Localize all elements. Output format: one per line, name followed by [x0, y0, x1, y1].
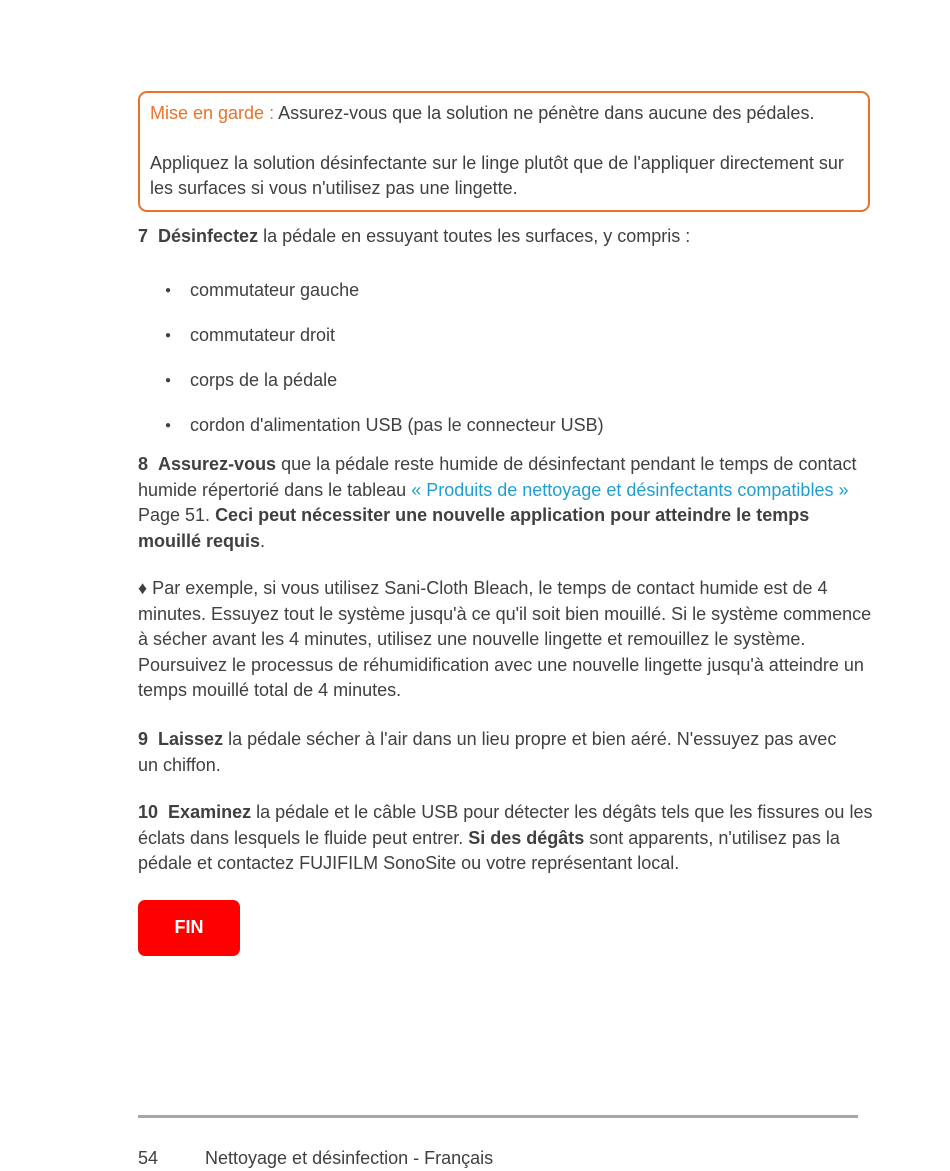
- step-10-text-2: sont apparents, n'utilisez pas la pédale et contactez FUJIFILM SonoSite ou votre représentant local.: [138, 827, 840, 873]
- step-8-text-1: que la pédale reste humide de désinfectant pendant le temps de contact humide répertorié dans le tableau: [138, 454, 857, 500]
- step-8-text-2: Page 51.: [138, 505, 216, 525]
- list-item-text: commutateur gauche: [190, 280, 360, 300]
- step-7-number: 7: [138, 226, 149, 246]
- caution-label: Mise en garde :: [150, 103, 275, 123]
- list-item-text: corps de la pédale: [190, 370, 338, 390]
- step-7: [138, 224, 878, 250]
- bullet-icon: ●: [165, 420, 172, 431]
- caution-text-1: Assurez-vous que la solution ne pénètre dans aucune des pédales.: [274, 103, 815, 123]
- footer-title: Nettoyage et désinfection - Français: [205, 1148, 494, 1168]
- step-10-bold: Si des dégâts: [468, 827, 585, 848]
- step-9-number: 9: [138, 729, 149, 749]
- step-10: [138, 800, 873, 877]
- compatible-products-link[interactable]: « Produits de nettoyage et désinfectants compatibles »: [411, 479, 849, 500]
- caution-line-1: [150, 101, 858, 127]
- footer-divider: [138, 1115, 858, 1118]
- step-10-action: Examinez: [168, 802, 252, 822]
- list-item-text: cordon d'alimentation USB (pas le connecteur USB): [190, 415, 604, 435]
- surfaces-list: [165, 279, 765, 459]
- step-8-end: .: [260, 530, 266, 551]
- example-paragraph: ♦ Par exemple, si vous utilisez Sani-Cloth Bleach, le temps de contact humide est de 4 minutes. Essuyez tout le système jusqu'à ce qu'il soit bien mouillé. Si le système commence à sécher avant les 4 minutes, utilisez une nouvelle lingette et remouillez le système. Poursuivez le processus de réhumidification avec une nouvelle lingette jusqu'à atteindre un temps mouillé total de 4 minutes.: [138, 578, 872, 700]
- step-8-number: 8: [138, 454, 149, 474]
- step-10-number: 10: [138, 802, 159, 822]
- page-number: 54: [138, 1148, 159, 1168]
- caution-box: [138, 91, 870, 212]
- step-7-text: la pédale en essuyant toutes les surfaces, y compris :: [258, 226, 691, 246]
- step-8-action: Assurez-vous: [158, 454, 277, 474]
- list-item-text: commutateur droit: [190, 325, 336, 345]
- bullet-icon: ●: [165, 330, 172, 341]
- page-footer: [138, 1146, 494, 1171]
- end-button[interactable]: FIN: [138, 900, 240, 956]
- step-8: [138, 452, 873, 554]
- caution-text-2: Appliquez la solution désinfectante sur le linge plutôt que de l'appliquer directement sur les surfaces si vous n'utilisez pas une lingette.: [150, 152, 844, 198]
- bullet-icon: ●: [165, 375, 172, 386]
- step-9: [138, 727, 838, 778]
- list-item: [165, 369, 765, 414]
- step-10-text-1: la pédale et le câble USB pour détecter les dégâts tels que les fissures ou les éclats dans lesquels le fluide peut entrer.: [138, 802, 873, 848]
- step-9-action: Laissez: [158, 729, 224, 749]
- step-9-text: la pédale sécher à l'air dans un lieu propre et bien aéré. N'essuyez pas avec un chiffon.: [138, 729, 837, 775]
- step-7-action: Désinfectez: [158, 226, 259, 246]
- list-item: [165, 324, 765, 369]
- list-item: [165, 279, 765, 324]
- step-8-bold-note: Ceci peut nécessiter une nouvelle application pour atteindre le temps mouillé requis: [138, 505, 810, 551]
- bullet-icon: ●: [165, 285, 172, 296]
